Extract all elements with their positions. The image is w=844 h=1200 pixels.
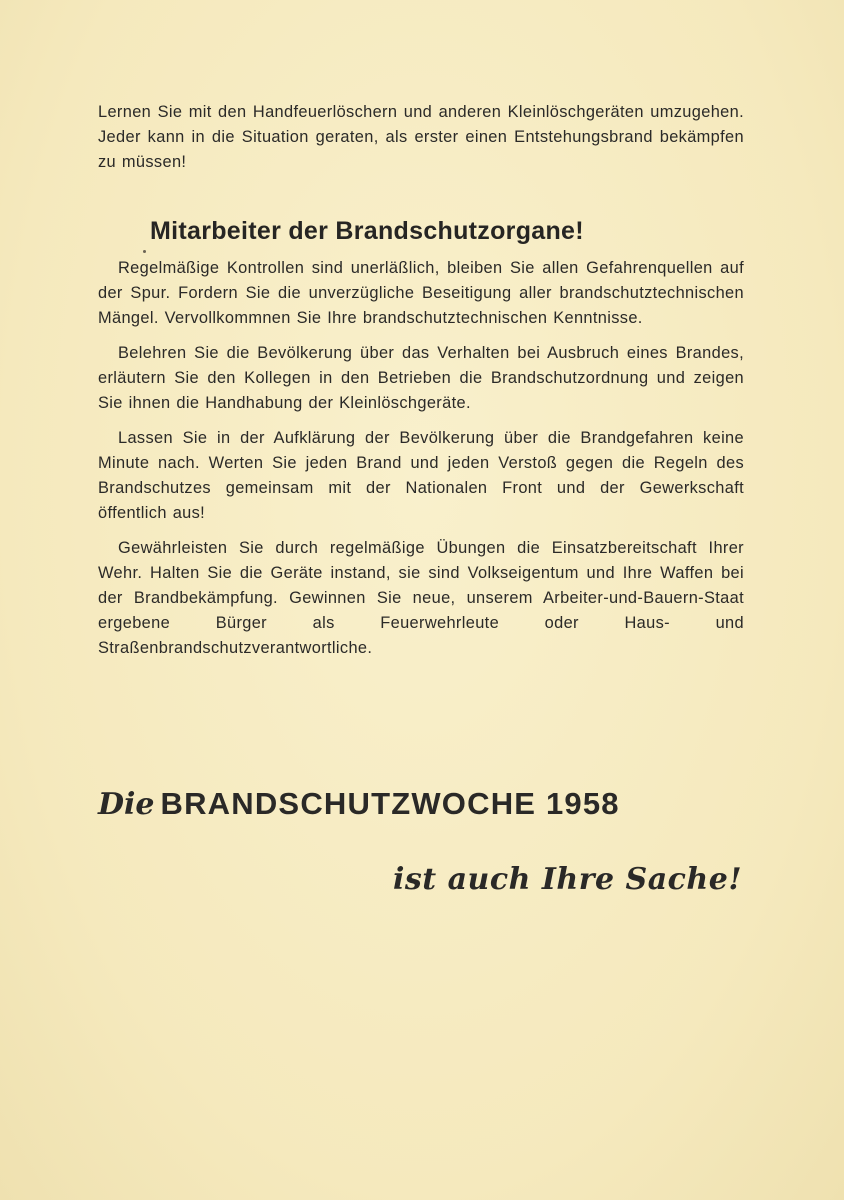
closing-slogan: [98, 786, 744, 897]
slogan-title: BRANDSCHUTZWOCHE 1958: [160, 786, 620, 821]
section-paragraph-4: Gewährleisten Sie durch regelmäßige Übungen die Einsatzbereitschaft Ihrer Wehr. Halten Sie die Geräte instand, sie sind Volkseigentum und Ihre Waffen bei der Brandbekämpfung. Gewinnen Sie neue, unserem Arbeiter-und-Bauern-Staat ergebene Bürger als Feuerwehrleute oder Haus- und Straßenbrandschutzverantwortliche.: [98, 539, 744, 657]
section-heading: Mitarbeiter der Brandschutzorgane!: [150, 217, 584, 245]
section-paragraph-3: Lassen Sie in der Aufklärung der Bevölkerung über die Brandgefahren keine Minute nach. Werten Sie jeden Brand und jeden Verstoß gegen die Regeln des Brandschutzes gemeinsam mit der Nationalen Front und der Gewerkschaft öffentlich aus!: [98, 429, 744, 522]
slogan-die: Die: [98, 787, 155, 822]
document-page: [98, 100, 744, 671]
slogan-title-line: [98, 786, 744, 822]
slogan-tagline: ist auch Ihre Sache!: [393, 862, 742, 897]
intro-paragraph: Lernen Sie mit den Handfeuerlöschern und anderen Kleinlöschgeräten umzugehen. Jeder kann in die Situation geraten, als erster einen Entstehungsbrand bekämpfen zu müssen!: [98, 103, 744, 171]
section-paragraph-2: Belehren Sie die Bevölkerung über das Verhalten bei Ausbruch eines Brandes, erläutern Sie den Kollegen in den Betrieben die Brandschutzordnung und zeigen Sie ihnen die Handhabung der Kleinlöschgeräte.: [98, 344, 744, 412]
section-paragraph-1: Regelmäßige Kontrollen sind unerläßlich, bleiben Sie allen Gefahrenquellen auf der Spur. Fordern Sie die unverzügliche Beseitigung aller brandschutztechnischen Mängel. Vervollkommnen Sie Ihre brandschutztechnischen Kenntnisse.: [98, 259, 744, 327]
paper-speck: [143, 250, 146, 253]
